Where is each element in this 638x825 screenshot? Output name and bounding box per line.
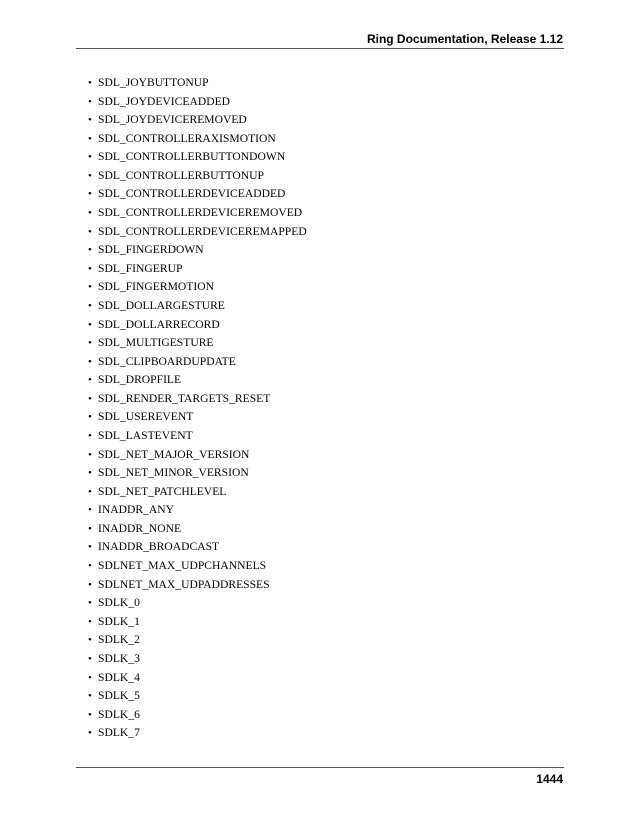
bullet-icon: • xyxy=(88,597,92,610)
list-item xyxy=(88,241,307,260)
bullet-icon: • xyxy=(88,690,92,703)
list-item xyxy=(88,650,307,669)
bullet-icon: • xyxy=(88,225,92,238)
list-item-text: SDL_MULTIGESTURE xyxy=(98,336,214,350)
list-item-text: SDLK_0 xyxy=(98,596,140,610)
list-item xyxy=(88,111,307,130)
list-item-text: SDL_DROPFILE xyxy=(98,373,182,387)
list-item-text: SDL_CONTROLLERDEVICEREMAPPED xyxy=(98,224,307,238)
bullet-icon: • xyxy=(88,188,92,201)
bullet-icon: • xyxy=(88,448,92,461)
list-item xyxy=(88,93,307,112)
page-header-title: Ring Documentation, Release 1.12 xyxy=(366,32,563,46)
list-item xyxy=(88,408,307,427)
bullet-icon: • xyxy=(88,467,92,480)
header-rule xyxy=(76,48,564,49)
list-item xyxy=(88,446,307,465)
list-item xyxy=(88,576,307,595)
list-item xyxy=(88,594,307,613)
bullet-icon: • xyxy=(88,522,92,535)
list-item-text: SDL_RENDER_TARGETS_RESET xyxy=(98,391,271,405)
list-item-text: SDL_CONTROLLERDEVICEADDED xyxy=(98,187,286,201)
page-number: 1444 xyxy=(536,772,563,786)
list-item-text: SDLK_1 xyxy=(98,614,140,628)
list-item-text: SDL_JOYBUTTONUP xyxy=(98,76,209,89)
bullet-icon: • xyxy=(88,207,92,220)
list-item-text: SDL_NET_MINOR_VERSION xyxy=(98,466,249,480)
bullet-icon: • xyxy=(88,578,92,591)
list-item-text: SDLK_6 xyxy=(98,707,140,721)
list-item-text: INADDR_NONE xyxy=(98,521,182,535)
bullet-icon: • xyxy=(88,708,92,721)
list-item-text: SDLK_4 xyxy=(98,670,140,684)
list-item xyxy=(88,427,307,446)
bullet-icon: • xyxy=(88,95,92,108)
bullet-icon: • xyxy=(88,429,92,442)
bullet-icon: • xyxy=(88,244,92,257)
list-item-text: SDL_NET_PATCHLEVEL xyxy=(98,484,227,498)
list-item-text: SDL_USEREVENT xyxy=(98,410,194,424)
list-item xyxy=(88,464,307,483)
bullet-icon: • xyxy=(88,485,92,498)
list-item xyxy=(88,223,307,242)
list-item xyxy=(88,706,307,725)
list-item xyxy=(88,204,307,223)
list-item-text: SDLK_2 xyxy=(98,633,140,647)
bullet-icon: • xyxy=(88,671,92,684)
bullet-icon: • xyxy=(88,318,92,331)
list-item xyxy=(88,185,307,204)
list-item xyxy=(88,316,307,335)
bullet-icon: • xyxy=(88,374,92,387)
bullet-icon: • xyxy=(88,114,92,127)
list-item xyxy=(88,501,307,520)
list-item xyxy=(88,334,307,353)
constants-bullet-list xyxy=(88,74,307,743)
bullet-icon: • xyxy=(88,262,92,275)
list-item-text: SDL_CONTROLLERDEVICEREMOVED xyxy=(98,206,303,220)
list-item xyxy=(88,520,307,539)
list-item-text: SDLNET_MAX_UDPADDRESSES xyxy=(98,577,270,591)
bullet-icon: • xyxy=(88,541,92,554)
bullet-icon: • xyxy=(88,299,92,312)
bullet-icon: • xyxy=(88,151,92,164)
bullet-icon: • xyxy=(88,281,92,294)
bullet-icon: • xyxy=(88,77,92,89)
list-item-text: INADDR_ANY xyxy=(98,503,174,517)
list-item-text: SDL_JOYDEVICEADDED xyxy=(98,94,231,108)
list-item xyxy=(88,669,307,688)
list-item xyxy=(88,74,307,93)
list-item xyxy=(88,130,307,149)
bullet-icon: • xyxy=(88,411,92,424)
list-item-text: SDL_FINGERDOWN xyxy=(98,243,204,257)
list-item-text: SDLK_5 xyxy=(98,689,140,703)
list-item xyxy=(88,167,307,186)
list-item-text: SDL_CLIPBOARDUPDATE xyxy=(98,354,236,368)
list-item xyxy=(88,353,307,372)
list-item-text: SDL_CONTROLLERBUTTONDOWN xyxy=(98,150,286,164)
list-item-text: SDL_DOLLARRECORD xyxy=(98,317,220,331)
list-item-text: SDL_CONTROLLERBUTTONUP xyxy=(98,168,264,182)
list-item xyxy=(88,724,307,743)
list-item-text: SDL_FINGERMOTION xyxy=(98,280,214,294)
list-item-text: SDL_FINGERUP xyxy=(98,261,183,275)
list-item-text: SDLK_3 xyxy=(98,651,140,665)
footer-rule xyxy=(76,767,564,768)
list-item xyxy=(88,278,307,297)
list-item-text: SDL_DOLLARGESTURE xyxy=(98,298,225,312)
list-item-text: SDL_NET_MAJOR_VERSION xyxy=(98,447,250,461)
list-item-text: SDL_CONTROLLERAXISMOTION xyxy=(98,131,276,145)
bullet-icon: • xyxy=(88,652,92,665)
list-item-text: SDLK_7 xyxy=(98,726,140,740)
bullet-icon: • xyxy=(88,615,92,628)
bullet-icon: • xyxy=(88,560,92,573)
list-item-text: SDL_JOYDEVICEREMOVED xyxy=(98,113,247,127)
list-item xyxy=(88,260,307,279)
bullet-icon: • xyxy=(88,355,92,368)
list-item xyxy=(88,557,307,576)
list-item xyxy=(88,483,307,502)
bullet-icon: • xyxy=(88,132,92,145)
list-item xyxy=(88,687,307,706)
bullet-icon: • xyxy=(88,504,92,517)
list-item xyxy=(88,390,307,409)
bullet-icon: • xyxy=(88,634,92,647)
list-item xyxy=(88,297,307,316)
list-item xyxy=(88,631,307,650)
list-item-text: INADDR_BROADCAST xyxy=(98,540,220,554)
list-item xyxy=(88,538,307,557)
bullet-icon: • xyxy=(88,392,92,405)
bullet-icon: • xyxy=(88,169,92,182)
bullet-icon: • xyxy=(88,337,92,350)
bullet-icon: • xyxy=(88,727,92,740)
list-item-text: SDL_LASTEVENT xyxy=(98,428,193,442)
list-item xyxy=(88,613,307,632)
list-item-text: SDLNET_MAX_UDPCHANNELS xyxy=(98,559,267,573)
list-item xyxy=(88,148,307,167)
list-item xyxy=(88,371,307,390)
